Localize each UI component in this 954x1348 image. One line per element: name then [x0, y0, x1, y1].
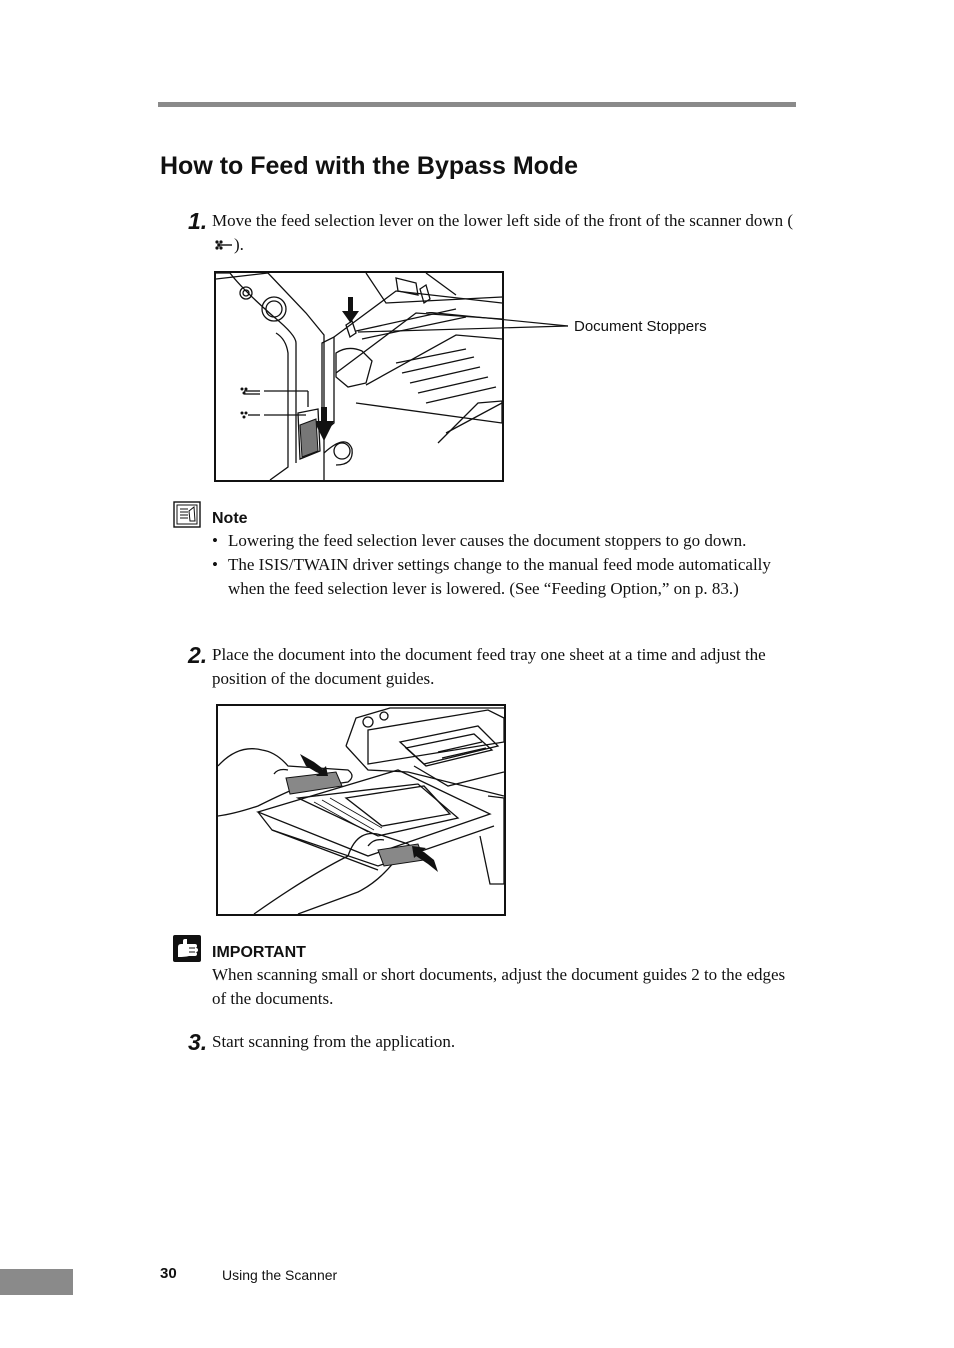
step-1-text-end: ). [234, 235, 244, 254]
document-stoppers-label: Document Stoppers [574, 318, 707, 335]
note-bullet: • [212, 531, 218, 550]
callout-leaders [356, 312, 570, 336]
step-1-number: 1. [188, 208, 208, 234]
step-3-text: Start scanning from the application. [212, 1032, 456, 1051]
note-list [212, 529, 802, 601]
step-1-text [212, 209, 802, 257]
document-guides-illustration [218, 706, 504, 914]
header-rule [158, 102, 796, 107]
step-3-number: 3. [188, 1029, 208, 1055]
section-title: How to Feed with the Bypass Mode [160, 152, 579, 180]
footer-title: Using the Scanner [222, 1267, 338, 1283]
important-text: When scanning small or short documents, adjust the document guides 2 to the edges of the documents. [212, 965, 786, 1008]
page-number: 30 [160, 1265, 177, 1282]
note-icon [173, 501, 201, 528]
note-item: • The ISIS/TWAIN driver settings change to the manual feed mode automatically when the feed selection lever is lowered. (See “Feeding Option,” on p. 83.) [212, 555, 771, 598]
note-bullet: • [212, 555, 218, 574]
feed-tray-figure [216, 704, 506, 916]
lever-figure [214, 271, 504, 482]
scanner-lever-illustration [216, 273, 502, 480]
note-heading: Note [212, 510, 248, 527]
step-1-text-start: Move the feed selection lever on the lower left side of the front of the scanner down ( [212, 211, 794, 230]
step-2-number: 2. [188, 642, 208, 668]
footer-tab [0, 1269, 73, 1295]
manual-feed-icon [212, 235, 234, 249]
important-hand-icon [173, 935, 201, 962]
note-item: • Lowering the feed selection lever causes the document stoppers to go down. [212, 529, 802, 553]
important-heading: IMPORTANT [212, 944, 306, 961]
step-2-text: Place the document into the document feed tray one sheet at a time and adjust the position of the document guides. [212, 645, 766, 688]
